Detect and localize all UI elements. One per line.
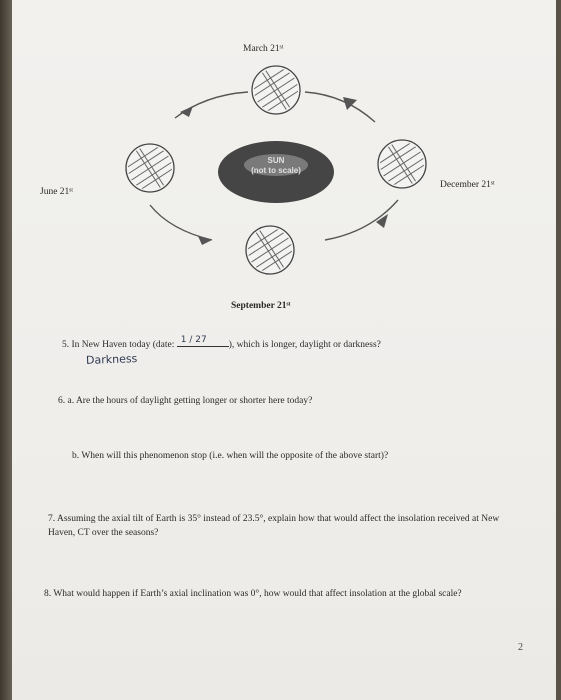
question-7: 7. Assuming the axial tilt of Earth is 35° instead of 23.5°, explain how that would affect the insolation received at New Haven, CT over the seasons? — [48, 514, 500, 538]
sun — [218, 141, 334, 203]
orbit-arrow-icon — [150, 205, 212, 240]
orbit-arrow-icon — [180, 106, 193, 117]
earth-globe-icon — [361, 123, 444, 206]
page-number: 2 — [518, 642, 523, 653]
question-8: 8. What would happen if Earth’s axial inclination was 0°, how would that affect insolation at the global scale? — [44, 589, 462, 599]
label-december: December 21ˢᵗ — [440, 180, 495, 190]
question-5-handwritten-answer: Darkness — [85, 352, 138, 367]
question-5-text-before: 5. In New Haven today (date: — [62, 340, 177, 350]
question-5-text-after: ), which is longer, daylight or darkness? — [228, 340, 381, 350]
earth-globe-icon — [235, 49, 318, 132]
question-5-date-blank[interactable] — [177, 336, 229, 347]
label-june: June 21ˢᵗ — [40, 187, 74, 197]
label-march: March 21ˢᵗ — [243, 44, 284, 54]
question-6b: b. When will this phenomenon stop (i.e. when will the opposite of the above start)? — [72, 451, 389, 461]
question-6a: 6. a. Are the hours of daylight getting longer or shorter here today? — [58, 396, 313, 406]
label-september: September 21ˢᵗ — [231, 301, 291, 311]
orbit-arrow-icon — [325, 200, 398, 240]
earth-globe-icon — [109, 127, 192, 210]
sun-label-line2: (not to scale) — [251, 166, 301, 175]
orbit-arrow-icon — [198, 236, 212, 245]
question-5-handwritten-date: 1 / 27 — [180, 335, 207, 345]
orbit-arrow-icon — [305, 92, 375, 122]
question-5 — [62, 336, 381, 352]
sun-label-line1: SUN — [267, 156, 285, 165]
earth-globe-icon — [229, 209, 312, 292]
